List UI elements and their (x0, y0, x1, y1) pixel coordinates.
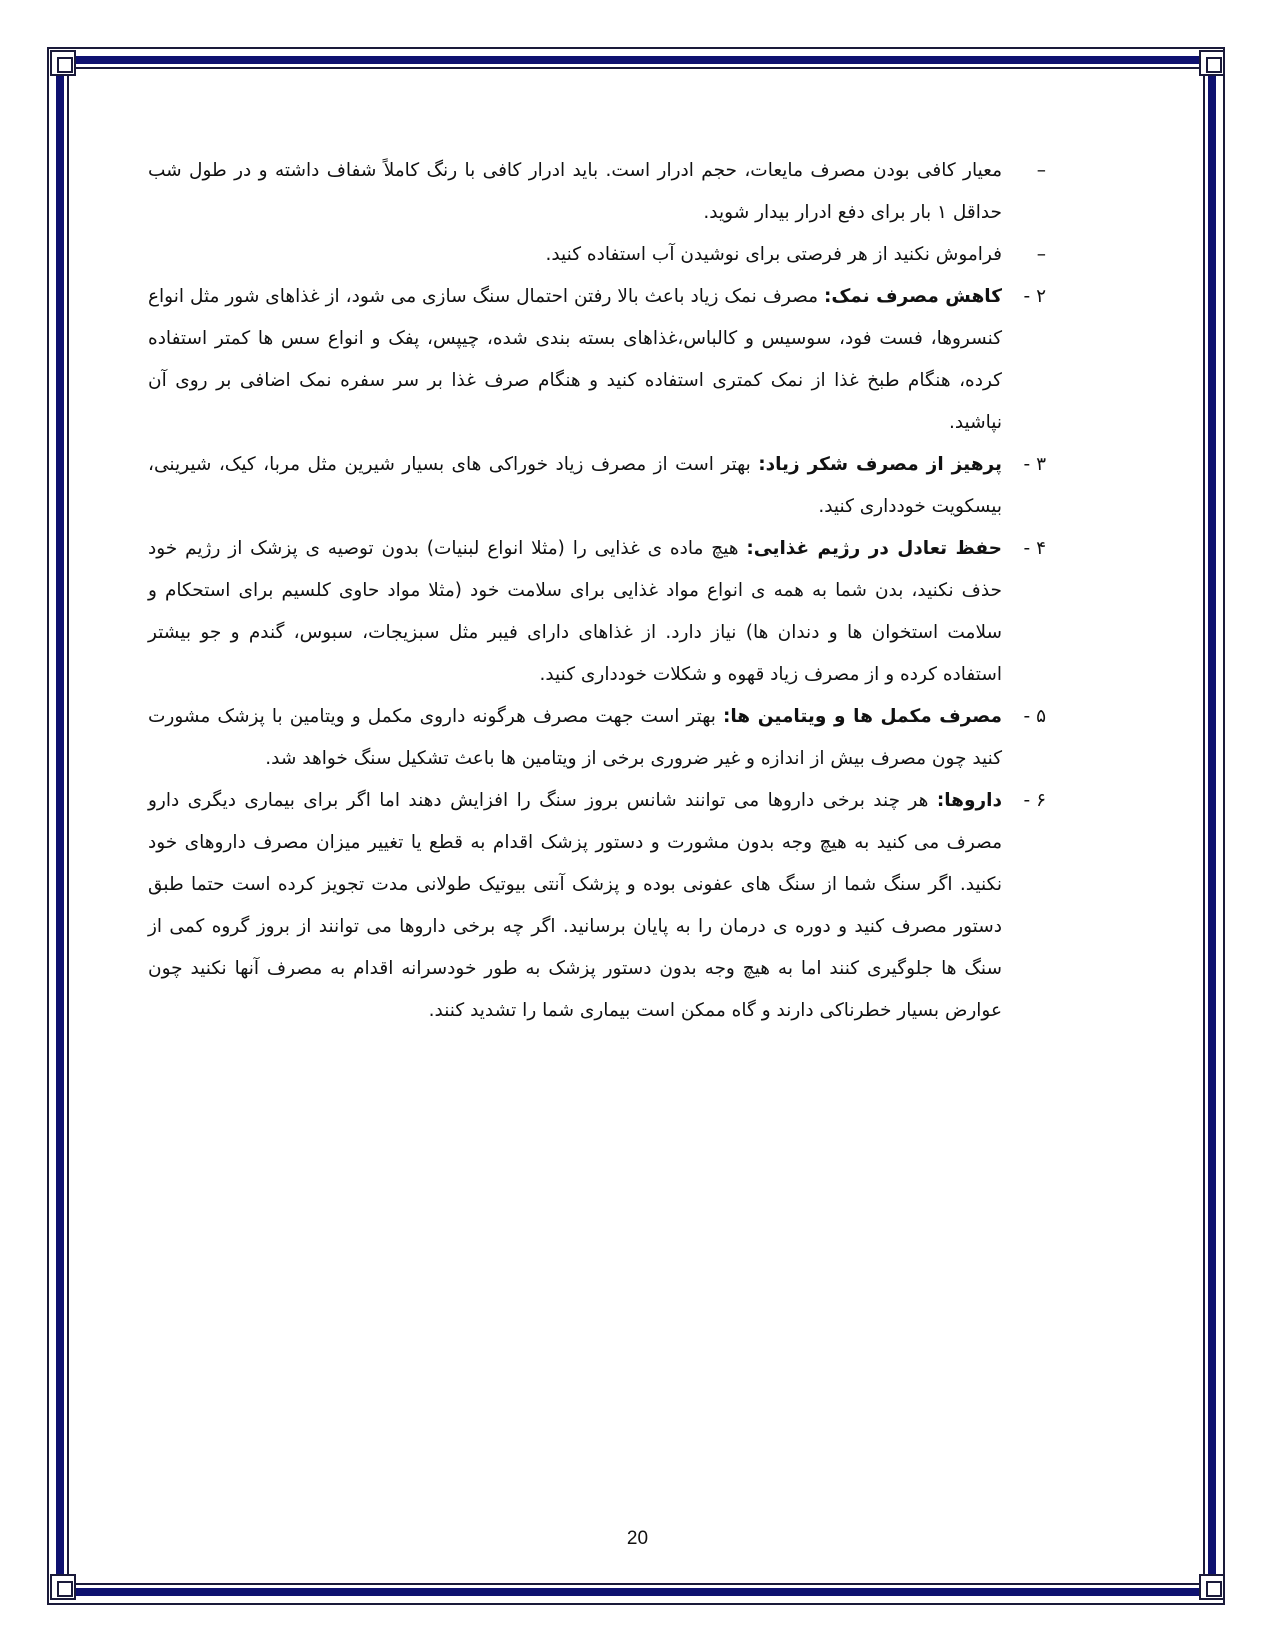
item-number: ۶ - (1023, 790, 1046, 811)
item-title: کاهش مصرف نمک: (823, 286, 1002, 307)
numbered-item-supplements (148, 696, 1060, 780)
item-text: بهتر است جهت مصرف هرگونه داروی مکمل و ویتامین با پزشک مشورت کنید چون مصرف بیش از اندازه و غیر ضروری برخی از ویتامین ها باعث تشکیل سنگ خواهد شد. (148, 706, 1002, 769)
bullet-marker: – (1036, 244, 1046, 265)
bullet-item (148, 234, 1060, 276)
item-title: داروها: (936, 790, 1002, 811)
item-title: حفظ تعادل در رژیم غذایی: (746, 538, 1002, 559)
corner-ornament-top-left (50, 50, 76, 76)
corner-ornament-bottom-left (50, 1574, 76, 1600)
item-number: ۵ - (1023, 706, 1046, 727)
item-text: هیچ ماده ی غذایی را (مثلا انواع لبنیات) بدون توصیه ی پزشک از رژیم خود حذف نکنید، بدن شما به همه ی انواع مواد غذایی برای سلامت خود (مثلا مواد حاوی کلسیم برای استحکام و سلامت استخوان ها و دندان ها) نیاز دارد. از غذاهای دارای فیبر مثل سبزیجات، سبوس، گندم و جو بیشتر استفاده کرده و از مصرف زیاد قهوه و شکلات خودداری کنید. (148, 538, 1002, 685)
numbered-item-medications (148, 780, 1060, 1032)
item-number: ۴ - (1023, 538, 1046, 559)
page-number: 20 (626, 1528, 649, 1549)
bullet-text: معیار کافی بودن مصرف مایعات، حجم ادرار است. باید ادرار کافی با رنگ کاملاً شفاف داشته و در طول شب حداقل ۱ بار برای دفع ادرار بیدار شوید. (148, 160, 1002, 223)
item-number: ۲ - (1023, 286, 1046, 307)
bullet-marker: – (1036, 160, 1046, 181)
numbered-item-sugar (148, 444, 1060, 528)
corner-ornament-bottom-right (1199, 1574, 1225, 1600)
item-title: مصرف مکمل ها و ویتامین ها: (722, 706, 1002, 727)
item-text: مصرف نمک زیاد باعث بالا رفتن احتمال سنگ سازی می شود، از غذاهای شور مثل انواع کنسروها، فست فود، سوسیس و کالباس،غذاهای بسته بندی شده، چیپس، پفک و انواع سس ها کمتر استفاده کرده، هنگام طبخ غذا از نمک کمتری استفاده کنید و هنگام صرف غذا بر سر سفره نمک اضافی بر روی آن نپاشید. (148, 286, 1002, 433)
corner-ornament-top-right (1199, 50, 1225, 76)
bullet-text: فراموش نکنید از هر فرصتی برای نوشیدن آب استفاده کنید. (545, 244, 1002, 265)
numbered-item-diet-balance (148, 528, 1060, 696)
bullet-item (148, 150, 1060, 234)
numbered-item-salt (148, 276, 1060, 444)
item-title: پرهیز از مصرف شکر زیاد: (758, 454, 1002, 475)
item-number: ۳ - (1023, 454, 1046, 475)
item-text: بهتر است از مصرف زیاد خوراکی های بسیار شیرین مثل مربا، کیک، شیرینی، بیسکویت خودداری کنید. (148, 454, 1002, 517)
document-body (148, 150, 1060, 1032)
item-text: هر چند برخی داروها می توانند شانس بروز سنگ را افزایش دهند اما اگر برای بیماری دیگری دارو مصرف می کنید به هیچ وجه بدون مشورت و دستور پزشک اقدام به قطع یا تغییر میزان مصرف داروهای خود نکنید. اگر سنگ شما از سنگ های عفونی بوده و پزشک آنتی بیوتیک طولانی مدت تجویز کرده است حتما طبق دستور مصرف کنید و دوره ی درمان را به پایان برسانید. اگر چه برخی داروها می توانند از بروز گروه کمی از سنگ ها جلوگیری کنند اما به هیچ وجه بدون دستور پزشک به طور خودسرانه اقدام به مصرف آنها نکنید چون عوارض بسیار خطرناکی دارند و گاه ممکن است بیماری شما را تشدید کنند. (148, 790, 1002, 1021)
